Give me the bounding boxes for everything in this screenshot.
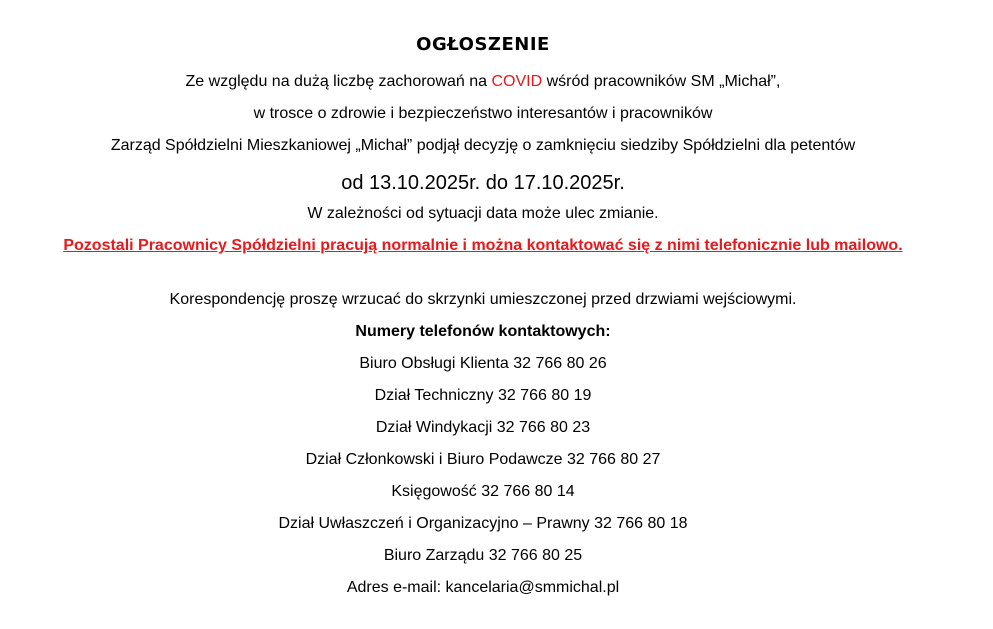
staff-working-notice: Pozostali Pracownicy Spółdzielni pracują normalnie i można kontaktować się z nimi telefonicznie lub mailowo. (63, 237, 903, 254)
concern-line: w trosce o zdrowie i bezpieczeństwo interesantów i pracowników (253, 105, 713, 122)
closure-dates: od 13.10.2025r. do 17.10.2025r. (341, 172, 625, 194)
email-line: Adres e-mail: kancelaria@smmichal.pl (346, 579, 620, 596)
phone-entry: Biuro Obsługi Klienta 32 766 80 26 (359, 355, 607, 372)
intro-text-after: wśród pracowników SM „Michał”, (542, 73, 781, 90)
phone-entry: Dział Windykacji 32 766 80 23 (375, 419, 591, 436)
phone-entry: Dział Uwłaszczeń i Organizacyjno – Prawny 32 766 80 18 (278, 515, 688, 532)
phone-entry: Dział Techniczny 32 766 80 19 (374, 387, 592, 404)
date-change-note: W zależności od sytuacji data może ulec zmianie. (307, 205, 659, 222)
covid-highlight: COVID (491, 73, 543, 90)
intro-line (0, 72, 966, 92)
intro-text-before: Ze względu na dużą liczbę zachorowań na (185, 73, 492, 90)
phone-entry: Księgowość 32 766 80 14 (391, 483, 575, 500)
phone-entry: Dział Członkowski i Biuro Podawcze 32 766 80 27 (305, 451, 661, 468)
decision-line: Zarząd Spółdzielni Mieszkaniowej „Michał” podjął decyzję o zamknięciu siedziby Spółdzielni dla petentów (110, 137, 856, 154)
correspondence-line: Korespondencję proszę wrzucać do skrzynki umieszczonej przed drzwiami wejściowymi. (169, 291, 797, 308)
phones-heading: Numery telefonów kontaktowych: (355, 323, 611, 340)
announcement-title: OGŁOSZENIE (416, 34, 550, 55)
phone-entry: Biuro Zarządu 32 766 80 25 (383, 547, 583, 564)
